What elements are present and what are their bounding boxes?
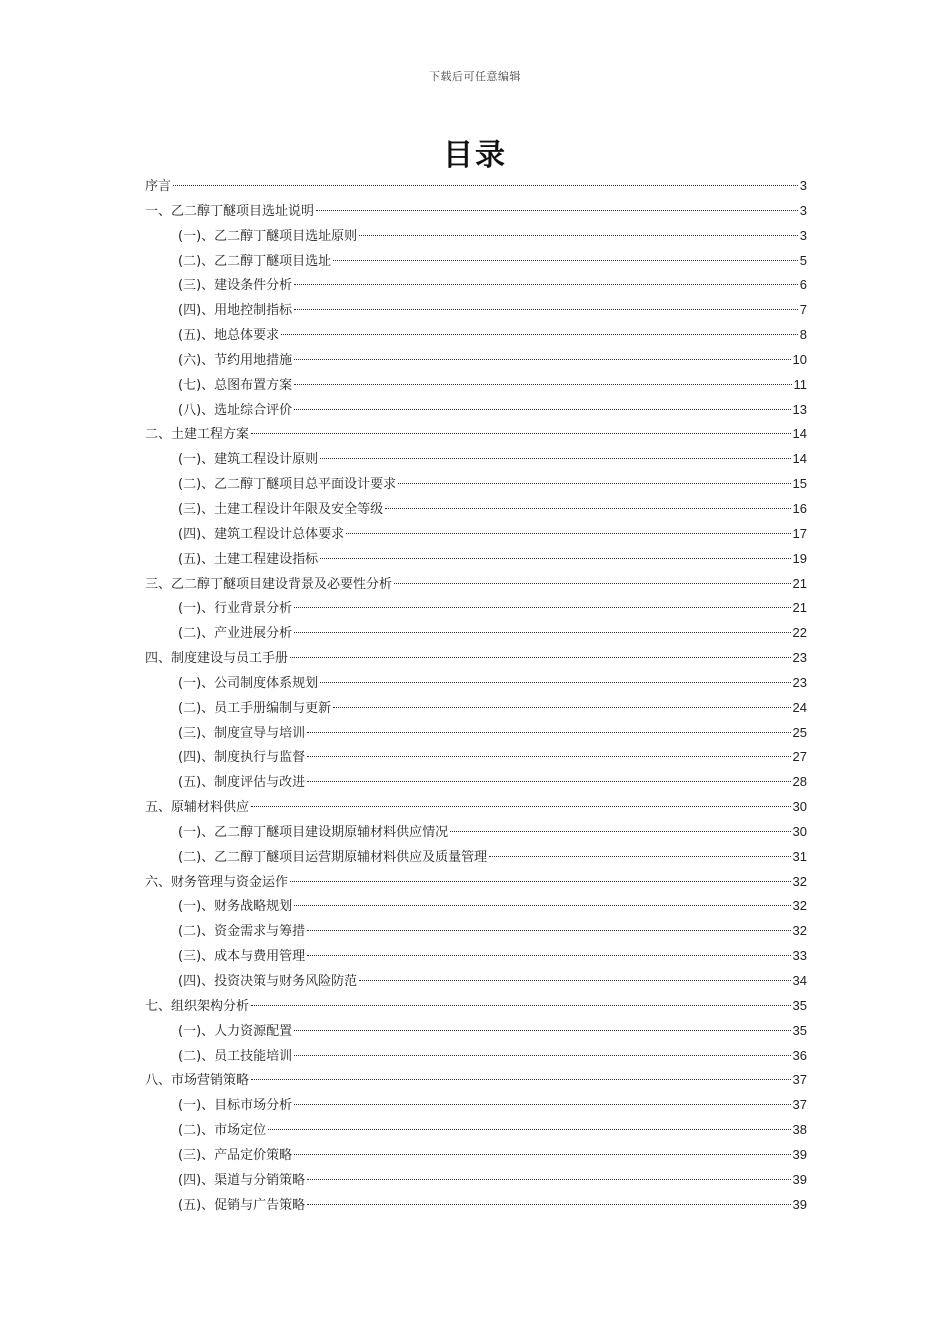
toc-dot-leader xyxy=(294,1030,790,1031)
toc-dot-leader xyxy=(294,1154,790,1155)
toc-entry-label: (三)、建设条件分析 xyxy=(178,278,293,294)
toc-entry-page-number: 32 xyxy=(792,873,807,889)
toc-entry-label: (三)、产品定价策略 xyxy=(178,1147,293,1163)
toc-entry-label: (二)、市场定位 xyxy=(178,1123,267,1139)
toc-entry-label: (四)、投资决策与财务风险防范 xyxy=(178,974,358,989)
toc-entry-page-number: 39 xyxy=(792,1146,807,1162)
toc-entry[interactable] xyxy=(145,447,807,472)
toc-entry-label: (二)、资金需求与筹措 xyxy=(178,924,306,940)
toc-dot-leader xyxy=(290,657,791,658)
toc-entry-page-number: 38 xyxy=(792,1122,807,1138)
toc-dot-leader xyxy=(294,905,790,906)
toc-entry[interactable] xyxy=(145,373,807,398)
toc-dot-leader xyxy=(394,583,791,584)
toc-entry[interactable] xyxy=(145,1019,807,1044)
toc-entry-page-number: 30 xyxy=(792,823,807,839)
toc-entry-page-number: 3 xyxy=(799,227,807,243)
toc-entry-label: (一)、公司制度体系规划 xyxy=(178,675,319,691)
toc-entry-label: (三)、成本与费用管理 xyxy=(178,949,306,965)
toc-entry-label: (五)、土建工程建设指标 xyxy=(178,551,319,567)
toc-entry[interactable] xyxy=(145,994,807,1019)
toc-entry[interactable] xyxy=(145,696,807,721)
toc-dot-leader xyxy=(307,756,790,757)
toc-entry-page-number: 27 xyxy=(792,749,807,765)
toc-entry-page-number: 23 xyxy=(792,674,807,690)
toc-entry-label: 一、乙二醇丁醚项目选址说明 xyxy=(145,203,315,219)
toc-dot-leader xyxy=(294,607,790,608)
toc-entry-page-number: 19 xyxy=(792,550,807,566)
toc-entry-page-number: 25 xyxy=(792,724,807,740)
toc-entry-page-number: 17 xyxy=(792,525,807,541)
toc-entry-label: (六)、节约用地措施 xyxy=(178,352,293,368)
table-of-contents xyxy=(145,174,807,1217)
toc-dot-leader xyxy=(307,781,790,782)
toc-entry-page-number: 15 xyxy=(792,476,807,492)
toc-dot-leader xyxy=(385,508,790,509)
toc-dot-leader xyxy=(251,806,791,807)
toc-dot-leader xyxy=(333,707,790,708)
toc-entry[interactable] xyxy=(145,596,807,621)
toc-entry[interactable] xyxy=(145,472,807,497)
page-header: 下载后可任意编辑 xyxy=(429,70,521,83)
toc-dot-leader xyxy=(268,1129,790,1130)
toc-entry-page-number: 14 xyxy=(792,426,807,442)
toc-entry-page-number: 39 xyxy=(792,1171,807,1187)
toc-entry-label: 七、组织架构分析 xyxy=(145,998,250,1014)
toc-entry[interactable] xyxy=(145,646,807,671)
toc-dot-leader xyxy=(398,483,790,484)
toc-dot-leader xyxy=(251,433,791,434)
toc-entry-label: (一)、乙二醇丁醚项目建设期原辅材料供应情况 xyxy=(178,824,449,840)
toc-entry[interactable] xyxy=(145,721,807,746)
toc-entry-page-number: 33 xyxy=(792,948,807,964)
toc-dot-leader xyxy=(281,334,798,335)
toc-entry-page-number: 3 xyxy=(799,202,807,218)
toc-entry-page-number: 13 xyxy=(792,401,807,417)
toc-entry-label: (三)、制度宣导与培训 xyxy=(178,725,306,741)
toc-entry[interactable] xyxy=(145,522,807,547)
toc-entry-label: (一)、乙二醇丁醚项目选址原则 xyxy=(178,228,358,244)
toc-entry-page-number: 5 xyxy=(799,252,807,268)
toc-entry-label: (一)、财务战略规划 xyxy=(178,899,293,915)
toc-entry[interactable] xyxy=(145,894,807,919)
toc-entry-label: 四、制度建设与员工手册 xyxy=(145,651,289,667)
toc-entry-label: (七)、总图布置方案 xyxy=(178,377,293,393)
toc-dot-leader xyxy=(294,284,798,285)
toc-dot-leader xyxy=(251,1005,791,1006)
toc-entry-label: (三)、土建工程设计年限及安全等级 xyxy=(178,501,384,517)
toc-dot-leader xyxy=(359,235,798,236)
toc-entry-label: (一)、目标市场分析 xyxy=(178,1098,293,1114)
toc-dot-leader xyxy=(294,309,798,310)
toc-entry-label: (五)、促销与广告策略 xyxy=(178,1197,306,1213)
toc-entry[interactable] xyxy=(145,1118,807,1143)
toc-entry-page-number: 36 xyxy=(792,1047,807,1063)
toc-dot-leader xyxy=(320,558,790,559)
toc-entry-label: (二)、产业进展分析 xyxy=(178,626,293,642)
toc-entry-page-number: 37 xyxy=(792,1072,807,1088)
toc-entry-label: (四)、建筑工程设计总体要求 xyxy=(178,526,345,542)
toc-entry-label: (一)、建筑工程设计原则 xyxy=(178,452,319,468)
toc-entry-label: (二)、乙二醇丁醚项目运营期原辅材料供应及质量管理 xyxy=(178,849,488,865)
toc-entry[interactable] xyxy=(145,497,807,522)
toc-entry-label: 五、原辅材料供应 xyxy=(145,800,250,816)
toc-dot-leader xyxy=(294,384,791,385)
toc-dot-leader xyxy=(294,359,790,360)
toc-dot-leader xyxy=(294,1104,790,1105)
toc-entry-page-number: 21 xyxy=(792,600,807,616)
toc-entry-label: 二、土建工程方案 xyxy=(145,427,250,443)
toc-entry-page-number: 24 xyxy=(792,699,807,715)
toc-entry[interactable] xyxy=(145,745,807,770)
toc-entry-page-number: 30 xyxy=(792,799,807,815)
toc-entry[interactable] xyxy=(145,224,807,249)
toc-entry-page-number: 16 xyxy=(792,500,807,516)
toc-entry-label: (二)、员工技能培训 xyxy=(178,1048,293,1064)
toc-entry[interactable] xyxy=(145,572,807,597)
toc-dot-leader xyxy=(294,632,790,633)
toc-entry-page-number: 32 xyxy=(792,898,807,914)
toc-entry-label: (四)、用地控制指标 xyxy=(178,303,293,319)
toc-entry[interactable] xyxy=(145,671,807,696)
toc-dot-leader xyxy=(307,732,790,733)
toc-entry[interactable] xyxy=(145,273,807,298)
toc-entry[interactable] xyxy=(145,621,807,646)
toc-entry[interactable] xyxy=(145,422,807,447)
toc-dot-leader xyxy=(359,980,790,981)
toc-entry-page-number: 39 xyxy=(792,1196,807,1212)
toc-entry-page-number: 8 xyxy=(799,327,807,343)
toc-entry-page-number: 35 xyxy=(792,1022,807,1038)
toc-entry-label: (二)、乙二醇丁醚项目总平面设计要求 xyxy=(178,477,397,493)
toc-dot-leader xyxy=(307,955,790,956)
toc-entry[interactable] xyxy=(145,1193,807,1218)
toc-entry[interactable] xyxy=(145,1143,807,1168)
toc-dot-leader xyxy=(251,1079,791,1080)
toc-dot-leader xyxy=(450,831,790,832)
toc-dot-leader xyxy=(307,1179,790,1180)
toc-entry-page-number: 31 xyxy=(792,848,807,864)
toc-entry-label: (二)、员工手册编制与更新 xyxy=(178,700,332,716)
toc-entry-page-number: 28 xyxy=(792,774,807,790)
toc-entry-page-number: 14 xyxy=(792,451,807,467)
toc-dot-leader xyxy=(307,930,790,931)
toc-dot-leader xyxy=(294,409,790,410)
toc-entry-label: (四)、制度执行与监督 xyxy=(178,750,306,766)
toc-entry-label: (二)、乙二醇丁醚项目选址 xyxy=(178,253,332,269)
toc-entry-label: (一)、行业背景分析 xyxy=(178,601,293,617)
toc-entry-page-number: 35 xyxy=(792,997,807,1013)
toc-entry[interactable] xyxy=(145,845,807,870)
toc-entry-page-number: 23 xyxy=(792,650,807,666)
toc-entry[interactable] xyxy=(145,770,807,795)
toc-entry[interactable] xyxy=(145,547,807,572)
toc-dot-leader xyxy=(316,210,798,211)
toc-dot-leader xyxy=(290,881,791,882)
toc-entry[interactable] xyxy=(145,969,807,994)
toc-entry-label: (五)、制度评估与改进 xyxy=(178,775,306,791)
toc-dot-leader xyxy=(294,1055,790,1056)
toc-entry[interactable] xyxy=(145,1044,807,1069)
toc-entry[interactable] xyxy=(145,944,807,969)
toc-dot-leader xyxy=(173,185,798,186)
toc-dot-leader xyxy=(489,856,790,857)
toc-entry[interactable] xyxy=(145,870,807,895)
toc-dot-leader xyxy=(307,1204,790,1205)
toc-entry[interactable] xyxy=(145,323,807,348)
toc-entry-page-number: 6 xyxy=(799,277,807,293)
toc-entry-label: (五)、地总体要求 xyxy=(178,328,280,344)
toc-entry-page-number: 3 xyxy=(799,178,807,193)
toc-entry[interactable] xyxy=(145,795,807,820)
toc-entry[interactable] xyxy=(145,199,807,224)
toc-entry-page-number: 7 xyxy=(799,302,807,318)
toc-dot-leader xyxy=(320,458,790,459)
toc-entry-label: 三、乙二醇丁醚项目建设背景及必要性分析 xyxy=(145,576,393,592)
toc-title: 目录 xyxy=(443,138,507,173)
toc-entry-label: (一)、人力资源配置 xyxy=(178,1023,293,1039)
toc-entry-page-number: 11 xyxy=(793,376,807,392)
toc-entry-label: (八)、选址综合评价 xyxy=(178,402,293,418)
toc-entry-label: 序言 xyxy=(145,179,172,194)
toc-entry-page-number: 32 xyxy=(792,923,807,939)
toc-dot-leader xyxy=(346,533,790,534)
toc-entry-page-number: 37 xyxy=(792,1097,807,1113)
toc-entry-label: (四)、渠道与分销策略 xyxy=(178,1172,306,1188)
toc-entry[interactable] xyxy=(145,820,807,845)
toc-entry[interactable] xyxy=(145,1168,807,1193)
toc-entry[interactable] xyxy=(145,1093,807,1118)
toc-dot-leader xyxy=(333,260,798,261)
toc-entry-page-number: 34 xyxy=(792,973,807,988)
toc-entry-label: 八、市场营销策略 xyxy=(145,1073,250,1089)
toc-entry[interactable] xyxy=(145,249,807,274)
toc-entry-page-number: 10 xyxy=(792,351,807,367)
toc-dot-leader xyxy=(320,682,790,683)
toc-entry[interactable] xyxy=(145,174,807,199)
toc-entry-page-number: 21 xyxy=(792,575,807,591)
toc-entry-page-number: 22 xyxy=(792,625,807,641)
toc-entry[interactable] xyxy=(145,348,807,373)
toc-entry[interactable] xyxy=(145,1068,807,1093)
toc-entry-label: 六、财务管理与资金运作 xyxy=(145,874,289,890)
toc-entry[interactable] xyxy=(145,919,807,944)
toc-entry[interactable] xyxy=(145,298,807,323)
toc-entry[interactable] xyxy=(145,398,807,423)
